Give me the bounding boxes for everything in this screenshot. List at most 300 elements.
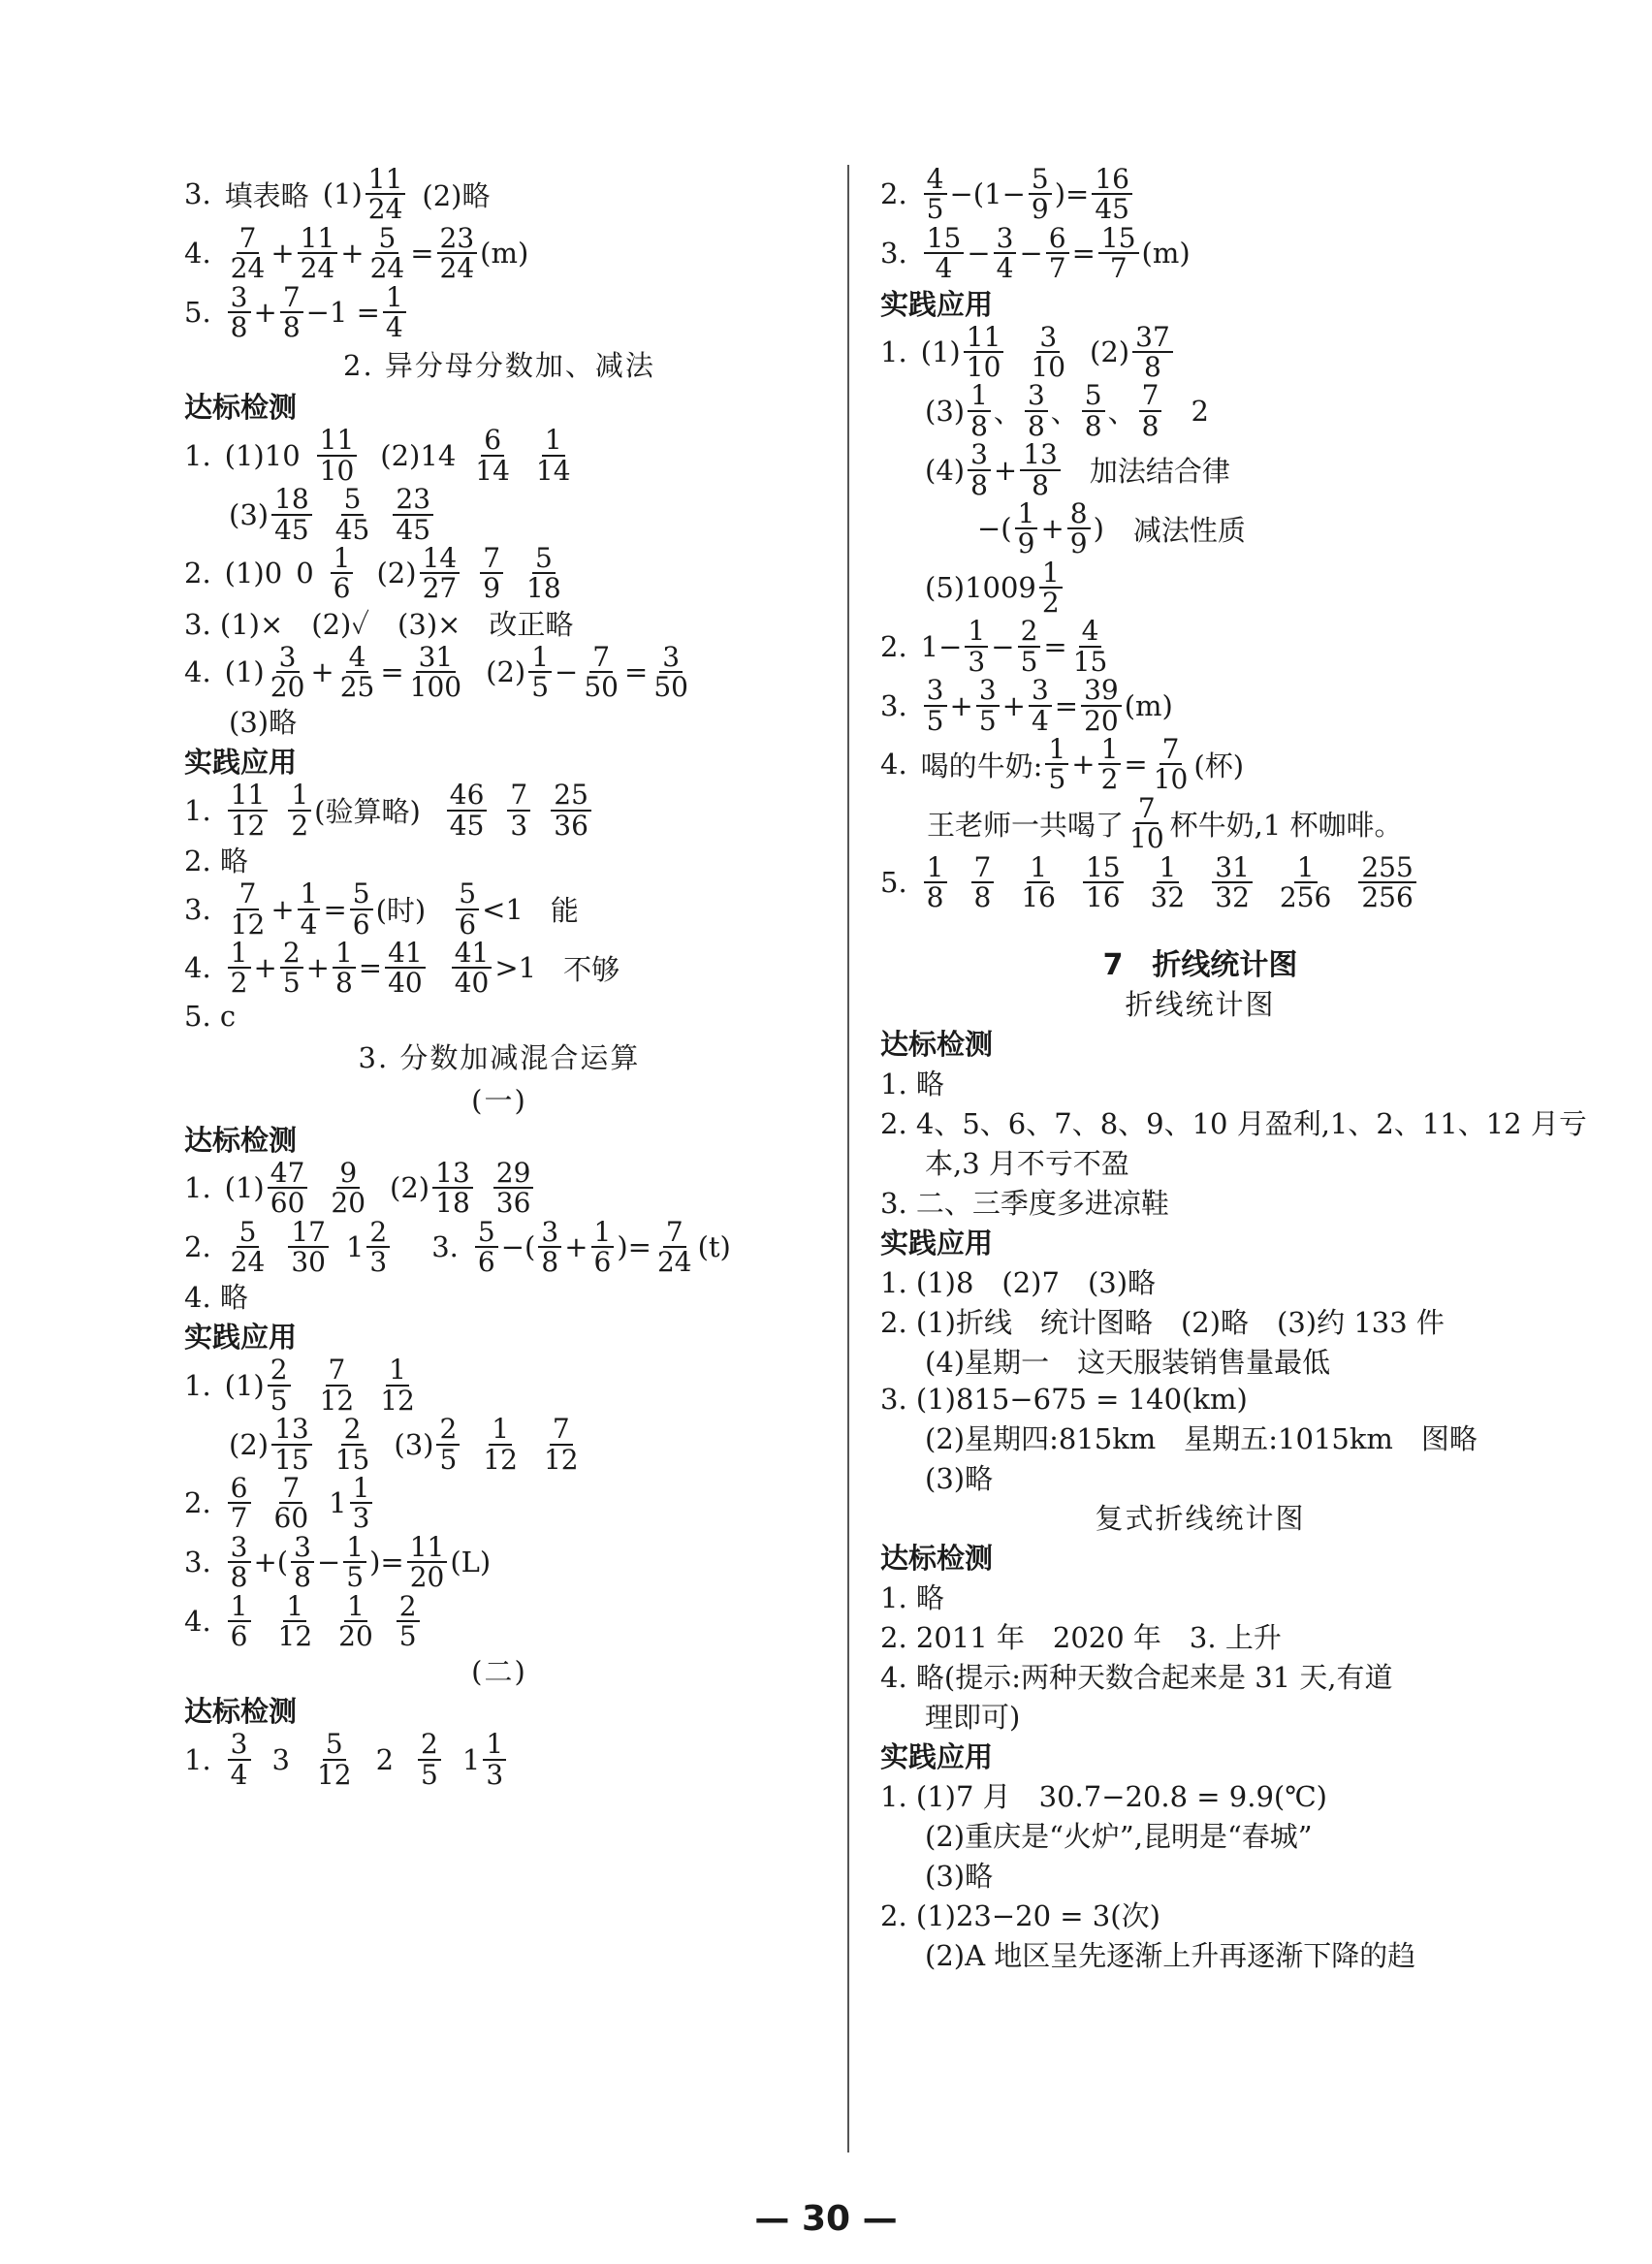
denominator: 7 <box>230 1502 248 1535</box>
denominator: 24 <box>300 252 335 285</box>
operator: = <box>358 951 383 985</box>
numerator: 5 <box>475 1218 498 1248</box>
denominator: 32 <box>1150 880 1186 913</box>
denominator: 9 <box>1017 527 1035 560</box>
answer-text: (1) <box>920 335 961 368</box>
item-number: 2. <box>184 1486 211 1520</box>
denominator: 5 <box>421 1758 438 1791</box>
fraction <box>551 781 591 840</box>
denominator: 12 <box>483 1443 518 1476</box>
denominator: 100 <box>409 671 462 704</box>
denominator: 8 <box>970 409 988 442</box>
numerator: 13 <box>271 1415 312 1445</box>
numerator: 29 <box>493 1159 534 1189</box>
denominator: 24 <box>367 193 403 226</box>
fraction <box>591 1215 615 1278</box>
fraction <box>228 1471 251 1535</box>
denominator: 60 <box>270 1187 305 1220</box>
answer-text: 3 <box>271 1742 290 1776</box>
shijian2-4 <box>184 1589 814 1652</box>
numerator: 7 <box>1135 794 1159 824</box>
answer-text: (2) <box>376 557 417 590</box>
fraction <box>350 879 373 939</box>
numerator: 11 <box>298 224 338 254</box>
fraction <box>228 1215 269 1278</box>
denominator: 10 <box>1031 350 1066 383</box>
numerator: 2 <box>418 1730 441 1760</box>
denominator: 60 <box>273 1502 309 1535</box>
answer-text: 王老师一共喝了 <box>927 808 1125 842</box>
operator: − <box>991 629 1015 663</box>
denominator: 8 <box>230 1561 248 1594</box>
fraction <box>1029 676 1052 735</box>
section-subtitle: (一) <box>471 1083 527 1117</box>
fraction <box>654 1215 695 1278</box>
item-number: 4. <box>184 1604 211 1638</box>
fraction <box>994 221 1017 285</box>
numerator: 13 <box>1020 440 1061 470</box>
denominator: 6 <box>593 1245 612 1278</box>
denominator: 3 <box>968 645 986 678</box>
denominator: 45 <box>449 809 485 842</box>
denominator: 15 <box>334 1443 370 1476</box>
denominator: 7 <box>1109 252 1128 285</box>
denominator: 4 <box>230 1758 248 1791</box>
fraction <box>280 280 303 343</box>
fraction <box>228 1530 251 1594</box>
denominator: 40 <box>454 967 490 1000</box>
numerator: 31 <box>1212 853 1253 883</box>
denominator: 5 <box>270 1384 288 1417</box>
fraction <box>383 280 406 343</box>
numerator: 1 <box>1157 853 1180 883</box>
answer-text: (2) <box>390 1171 430 1205</box>
answer-text: (1) <box>322 177 363 211</box>
dabiao-4-part3: (3)略 <box>229 706 298 740</box>
denominator: 7 <box>1048 252 1066 285</box>
shijian2-3 <box>184 1530 814 1594</box>
operator: −( <box>500 1229 536 1263</box>
unit: (m) <box>1124 688 1173 722</box>
operator: = <box>380 655 404 689</box>
numerator: 5 <box>375 224 398 254</box>
fraction <box>1015 496 1038 560</box>
numerator: 1 <box>1294 853 1318 883</box>
denominator: 6 <box>459 908 477 941</box>
denominator: 2 <box>1041 587 1060 620</box>
shijian-2: 2. 略 <box>184 845 248 878</box>
numerator: 1 <box>1027 853 1050 883</box>
denominator: 20 <box>338 1619 373 1652</box>
unit: (t) <box>697 1229 731 1263</box>
q1-3 <box>880 676 1520 735</box>
fraction <box>418 1730 441 1789</box>
item-number: 4. <box>184 655 211 689</box>
numerator: 2 <box>280 939 303 969</box>
fraction <box>447 781 488 840</box>
answer-text: (1)10 <box>224 438 301 472</box>
numerator: 11 <box>407 1533 448 1563</box>
operator: = <box>1054 688 1079 722</box>
answer-3 <box>880 221 1520 285</box>
fraction <box>533 426 574 485</box>
denominator: 256 <box>1279 880 1332 913</box>
operator: − <box>967 237 991 271</box>
numerator: 1 <box>350 1474 373 1504</box>
fraction <box>483 1730 506 1789</box>
numerator: 1 <box>228 939 251 969</box>
fraction <box>298 221 338 285</box>
fraction <box>437 221 478 285</box>
numerator: 15 <box>924 224 965 254</box>
operator: = <box>323 892 347 926</box>
dabiao-2 <box>184 541 814 605</box>
h1-2-part2: (2)A 地区呈先逐渐上升再逐渐下降的趋 <box>925 1939 1416 1973</box>
fraction <box>436 1415 460 1474</box>
denominator: 45 <box>334 513 370 546</box>
q1-1 <box>880 320 1520 383</box>
numerator: 3 <box>994 224 1017 254</box>
denominator: 16 <box>1085 880 1121 913</box>
answer-text: (1) <box>224 1171 265 1205</box>
operator: −1 = <box>305 295 380 329</box>
unit: (杯) <box>1193 749 1245 782</box>
denominator: 4 <box>1031 704 1049 737</box>
answer-text: (1) <box>224 655 265 689</box>
denominator: 5 <box>282 967 301 1000</box>
fraction <box>480 1415 521 1474</box>
operator: )= <box>1054 177 1090 211</box>
unit: (L) <box>450 1546 492 1579</box>
denominator: 24 <box>230 252 266 285</box>
operator: )= <box>617 1229 651 1263</box>
fraction <box>1067 496 1091 560</box>
numerator: 7 <box>507 781 530 811</box>
fraction <box>507 781 530 840</box>
denominator: 3 <box>369 1245 388 1278</box>
fraction <box>1018 617 1041 676</box>
answer-text: 不够 <box>563 952 620 986</box>
denominator: 36 <box>495 1187 531 1220</box>
denominator: 15 <box>274 1443 309 1476</box>
item-number: 3. <box>880 237 907 271</box>
answer-text: >1 <box>494 951 537 985</box>
numerator: 5 <box>1082 381 1105 411</box>
dabiao2-4: 4. 略 <box>184 1281 248 1315</box>
fraction <box>965 617 988 676</box>
numerator: 23 <box>393 485 433 515</box>
numerator: 25 <box>551 781 591 811</box>
numerator: 3 <box>291 1533 314 1563</box>
answer-text: 减法性质 <box>1132 513 1246 547</box>
h1-2: 2. (1)23−20 = 3(次) <box>880 1899 1160 1933</box>
fraction <box>1151 735 1191 794</box>
item-number: 5. <box>880 865 907 899</box>
fraction <box>365 165 406 224</box>
item-number: 1. <box>184 1368 211 1402</box>
fraction <box>1083 850 1124 913</box>
denominator: 24 <box>369 252 405 285</box>
numerator: 1 <box>1015 499 1038 529</box>
denominator: 20 <box>1084 704 1119 737</box>
numerator: 7 <box>550 1415 573 1445</box>
fraction <box>1081 676 1122 735</box>
numerator: 31 <box>416 643 457 673</box>
fraction <box>1127 791 1167 855</box>
numerator: 1 <box>528 643 552 673</box>
numerator: 14 <box>420 544 461 574</box>
operator: = <box>1043 629 1067 663</box>
operator: + <box>1071 748 1096 781</box>
fraction <box>524 541 564 605</box>
operator: = <box>1071 237 1096 271</box>
section-title: 2. 异分母分数加、减法 <box>343 348 655 382</box>
answer-text: 加法结合律 <box>1089 455 1230 489</box>
f1-2: 2. (1)折线 统计图略 (2)略 (3)约 133 件 <box>880 1306 1445 1340</box>
item-number: 4. <box>184 951 211 985</box>
e1-2-cont: 本,3 月不亏不盈 <box>925 1147 1129 1181</box>
numerator: 6 <box>228 1474 251 1504</box>
item-number: 1. <box>880 335 907 368</box>
shijian-4 <box>184 939 814 998</box>
heading-shijian: 实践应用 <box>880 287 994 321</box>
numerator: 7 <box>237 879 260 909</box>
fraction <box>1029 165 1052 224</box>
fraction <box>1039 558 1063 618</box>
item-number: 1. <box>184 1742 211 1776</box>
numerator: 1 <box>228 1592 251 1622</box>
shijian-1 <box>184 781 814 840</box>
denominator: 10 <box>1153 763 1189 796</box>
numerator: 3 <box>976 676 1000 706</box>
fraction <box>1098 735 1122 794</box>
answer-text: (3) <box>925 394 966 428</box>
denominator: 36 <box>554 809 588 842</box>
denominator: 8 <box>973 880 992 913</box>
numerator: 47 <box>268 1159 308 1189</box>
item-number: 3. <box>431 1229 459 1263</box>
denominator: 8 <box>230 310 248 343</box>
fraction <box>964 320 1004 383</box>
fraction <box>581 640 621 704</box>
fraction <box>333 1415 373 1474</box>
denominator: 10 <box>319 454 355 487</box>
numerator: 37 <box>1132 323 1173 353</box>
answer-text: 2 <box>375 1742 395 1776</box>
answer-text: (2) <box>486 655 526 689</box>
fraction <box>288 781 311 840</box>
item-number: 2. <box>880 629 907 663</box>
denominator: 8 <box>294 1561 311 1594</box>
g1-2: 2. 2011 年 2020 年 3. 上升 <box>880 1621 1282 1655</box>
answer-text: 喝的牛奶: <box>920 749 1043 782</box>
fraction <box>475 1215 498 1278</box>
answer-text: (2)略 <box>422 178 491 212</box>
numerator: 1 <box>283 1592 306 1622</box>
denominator: 8 <box>282 310 301 343</box>
numerator: 18 <box>271 485 312 515</box>
denominator: 45 <box>274 513 309 546</box>
fraction <box>291 1530 314 1594</box>
g1-4: 4. 略(提示:两种天数合起来是 31 天,有道 <box>880 1661 1393 1695</box>
fraction <box>314 1730 355 1789</box>
numerator: 1 <box>343 1533 366 1563</box>
unit: (时) <box>375 894 427 928</box>
f1-3: 3. (1)815−675 = 140(km) <box>880 1383 1248 1417</box>
denominator: 12 <box>230 908 266 941</box>
fraction <box>268 1156 308 1220</box>
denominator: 40 <box>388 967 423 1000</box>
fraction <box>317 1355 358 1415</box>
chapter-title: 7 折线统计图 <box>1102 948 1298 983</box>
dabiao-4 <box>184 640 814 704</box>
fraction <box>271 485 312 544</box>
item-number: 3. <box>184 892 211 926</box>
fraction <box>971 850 995 913</box>
numerator: 1 <box>483 1730 506 1760</box>
denominator: 12 <box>380 1384 415 1417</box>
numerator: 3 <box>276 643 300 673</box>
numerator: 3 <box>1036 323 1060 353</box>
numerator: 8 <box>1067 499 1091 529</box>
item-number: 4. <box>880 748 907 781</box>
fraction <box>541 1415 582 1474</box>
numerator: 7 <box>326 1355 349 1386</box>
numerator: 3 <box>659 643 683 673</box>
fraction <box>1098 221 1139 285</box>
section-title: 折线统计图 <box>1125 988 1276 1022</box>
denominator: 5 <box>1048 763 1066 796</box>
answer-4-sum <box>184 221 814 285</box>
operator: 1− <box>920 629 963 663</box>
answer-text: 0 <box>296 557 314 590</box>
dabiao-1-part3 <box>184 485 814 544</box>
left-column <box>184 165 814 1789</box>
denominator: 6 <box>352 908 370 941</box>
fraction <box>924 165 947 224</box>
fraction <box>271 1471 312 1535</box>
denominator: 8 <box>1032 468 1049 501</box>
denominator: 5 <box>926 193 944 226</box>
fraction <box>1028 320 1068 383</box>
denominator: 4 <box>935 252 953 285</box>
unit: (m) <box>1141 237 1191 271</box>
fraction <box>968 381 991 440</box>
operator: −( <box>977 512 1012 546</box>
fraction <box>493 1156 534 1220</box>
numerator: 2 <box>268 1355 291 1386</box>
denominator: 45 <box>1095 193 1129 226</box>
unit: (m) <box>480 237 529 271</box>
numerator: 3 <box>228 1730 251 1760</box>
fraction <box>271 1415 312 1474</box>
fraction <box>288 1215 329 1278</box>
numerator: 7 <box>280 283 303 313</box>
fraction <box>385 939 426 998</box>
numerator: 7 <box>1139 381 1162 411</box>
fraction <box>968 440 991 499</box>
denominator: 20 <box>270 671 305 704</box>
fraction <box>924 221 965 285</box>
operator: + <box>305 951 330 985</box>
denominator: 50 <box>584 671 619 704</box>
fraction <box>924 850 947 913</box>
fraction <box>1148 850 1189 913</box>
mixed-number: 1 $\frac{1}{3}$ <box>329 1474 375 1533</box>
answer-text: (4) <box>925 453 966 487</box>
fraction <box>228 879 269 939</box>
item-number: 1. <box>184 1171 211 1205</box>
numerator: 1 <box>386 1355 409 1386</box>
fraction <box>452 939 492 998</box>
fraction <box>1358 850 1415 913</box>
shijian2-1 <box>184 1355 814 1415</box>
fraction <box>228 221 269 285</box>
dabiao2-2-3 <box>184 1215 814 1278</box>
numerator: 1 <box>542 426 565 456</box>
numerator: 4 <box>924 165 947 195</box>
operator: − <box>1019 237 1043 271</box>
fraction <box>472 426 513 485</box>
shijian2-1-part2 <box>184 1415 814 1474</box>
denominator: 32 <box>1215 880 1250 913</box>
fraction <box>432 1156 473 1220</box>
operator: + <box>949 688 973 722</box>
item-number: 2. <box>880 177 907 211</box>
numerator: 16 <box>1092 165 1132 195</box>
operator: )= <box>369 1546 404 1579</box>
heading-dabiao: 达标检测 <box>880 1028 994 1062</box>
page-number: — 30 — <box>754 2199 898 2239</box>
answer-text: 杯牛奶,1 杯咖啡。 <box>1169 808 1403 842</box>
fraction <box>407 640 464 704</box>
numerator: 2 <box>341 1415 365 1445</box>
denominator: 3 <box>352 1502 370 1535</box>
fraction <box>393 485 433 544</box>
denominator: 15 <box>1072 645 1108 678</box>
fraction <box>350 1471 373 1535</box>
fraction <box>298 879 321 939</box>
item-number: 3. <box>184 177 211 211</box>
numerator: 1 <box>591 1218 615 1248</box>
f1-3-part3: (3)略 <box>925 1462 994 1496</box>
denominator: 14 <box>535 454 571 487</box>
answer-text: 2 <box>1191 394 1209 428</box>
numerator: 2 <box>397 1592 420 1622</box>
heading-dabiao: 达标检测 <box>880 1542 994 1576</box>
numerator: 7 <box>663 1218 686 1248</box>
q1-5 <box>880 850 1520 913</box>
operator: − <box>316 1546 341 1579</box>
fraction <box>1046 221 1069 285</box>
numerator: 3 <box>1029 676 1052 706</box>
e1-3: 3. 二、三季度多进凉鞋 <box>880 1187 1169 1221</box>
answer-3-fill-table <box>184 165 814 224</box>
denominator: 5 <box>926 704 944 737</box>
denominator: 8 <box>926 880 944 913</box>
fraction <box>367 221 408 285</box>
numerator: 7 <box>1160 735 1183 765</box>
answer-text: 填表略 <box>224 178 309 212</box>
numerator: 11 <box>365 165 406 195</box>
denominator: 14 <box>475 454 510 487</box>
operator: + <box>270 892 295 926</box>
fraction <box>228 939 251 998</box>
denominator: 20 <box>331 1187 366 1220</box>
denominator: 20 <box>409 1561 445 1594</box>
operator: = <box>624 655 649 689</box>
answer-text: (1) <box>224 1368 265 1402</box>
